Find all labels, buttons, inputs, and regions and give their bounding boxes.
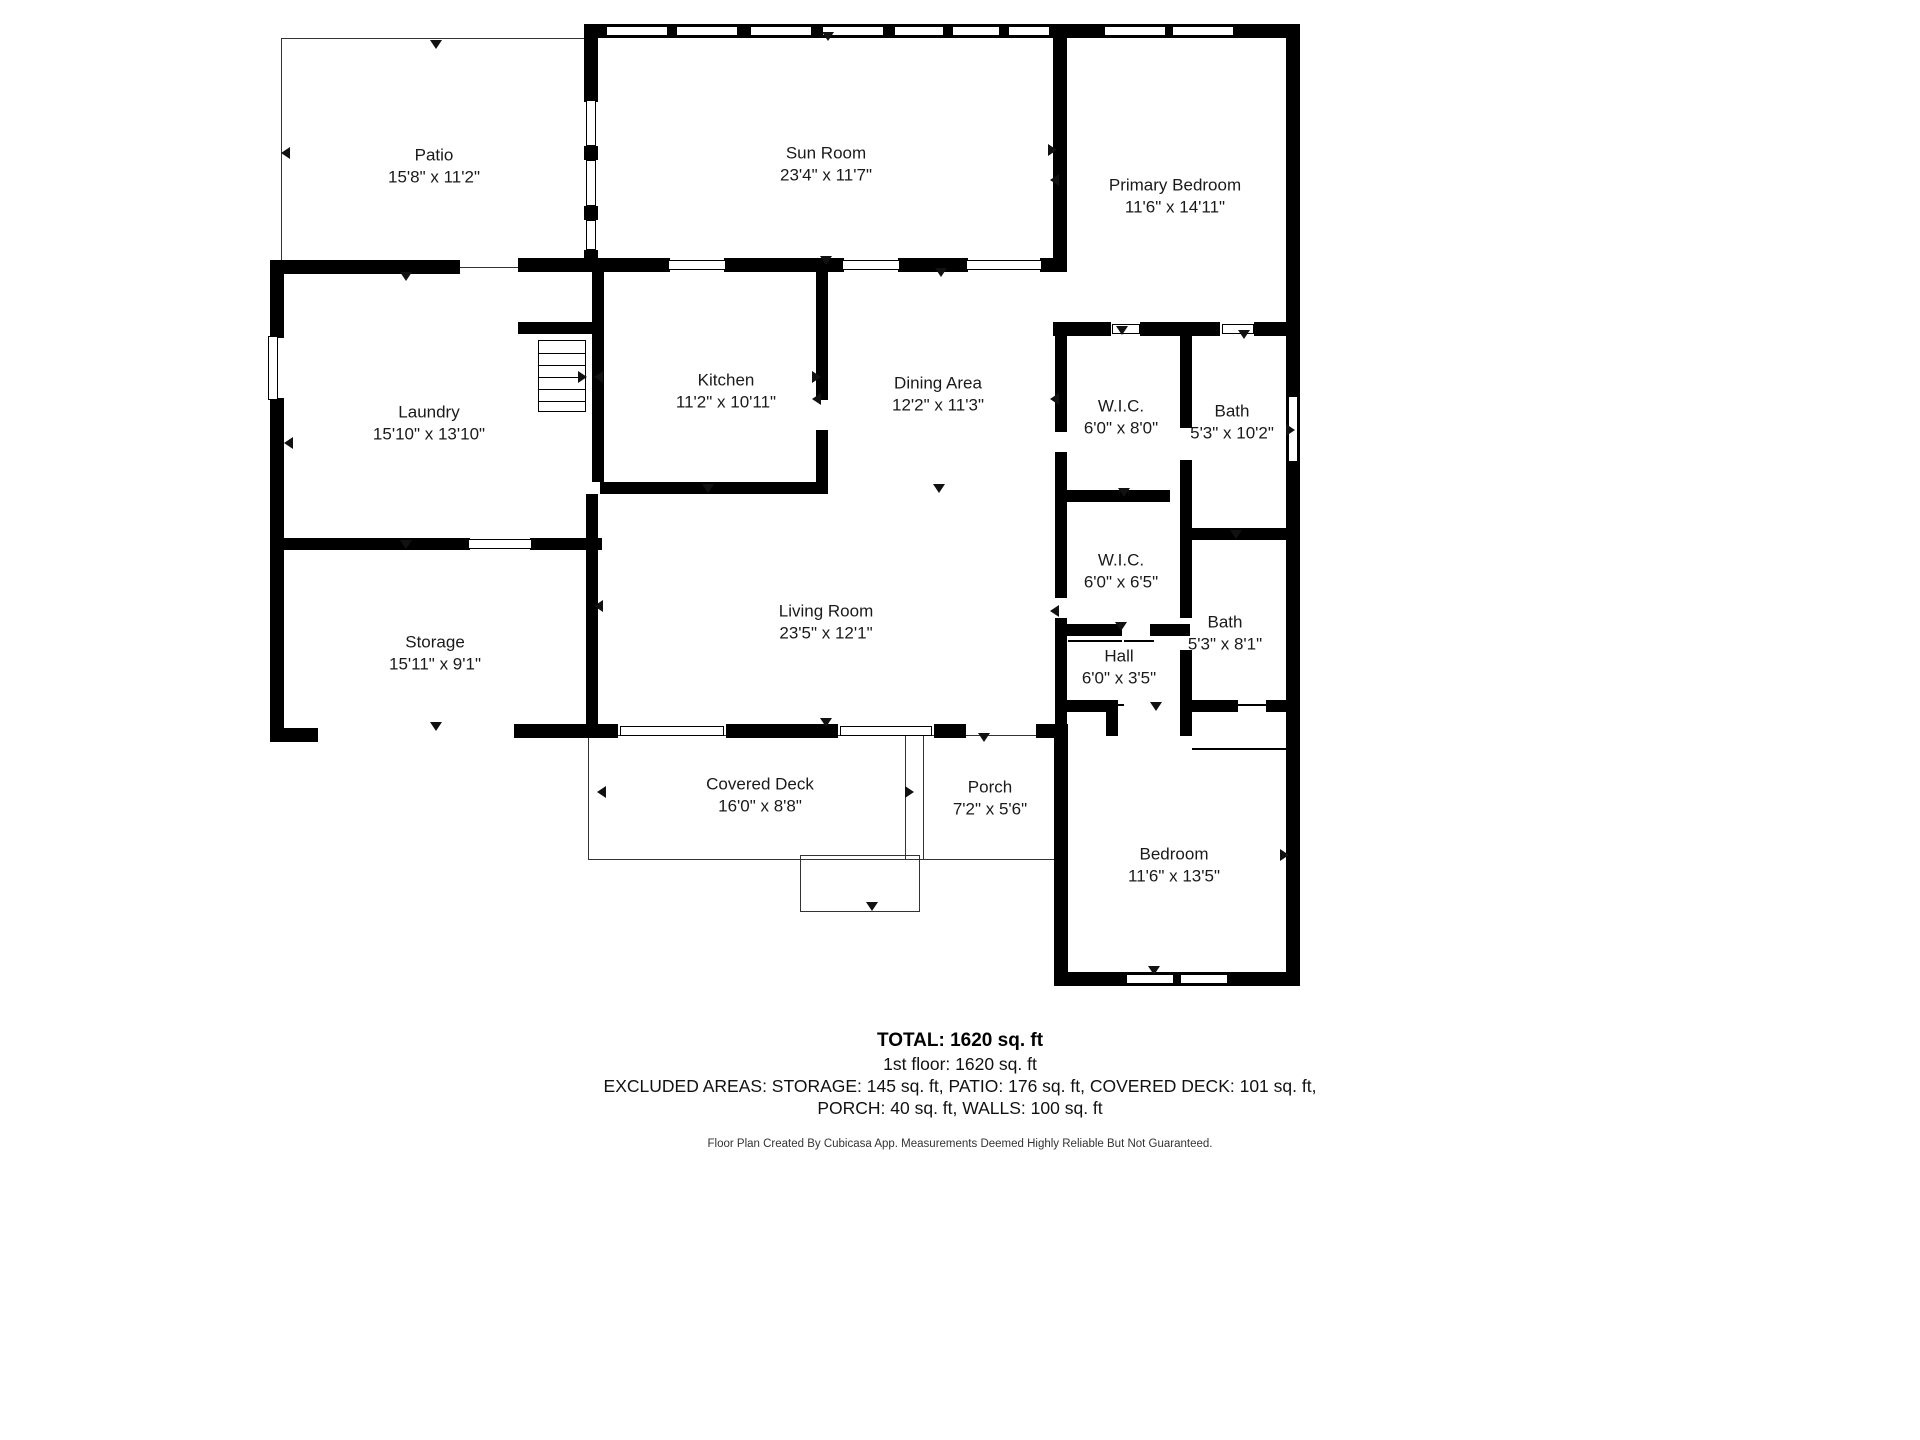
window-north-3 [750,26,812,36]
laundry-west-wall-upper [270,260,284,338]
room-dims: 5'3" x 8'1" [1187,634,1263,653]
laundry-storage-divider-left [270,538,470,550]
door-arrow-deck-east [905,786,914,798]
door-arrow-wic-north [1116,326,1128,335]
room-label-primary-bedroom [1109,174,1241,218]
door-arrow-storage-bottom [430,722,442,731]
door-arrow-bath-east [1286,424,1295,436]
door-arrow-hall-east [1150,702,1162,711]
living-room-south-wall-right [934,724,966,738]
room-label-laundry [373,401,485,445]
room-name: Hall [1104,646,1134,666]
room-name: Covered Deck [706,774,814,794]
primary-bedroom-south-wall-mid [1140,322,1220,336]
window-sunroom-west-1 [586,100,596,146]
kitchen-west-wall-upper [518,258,532,272]
bath2-west-wall-lower [1180,650,1192,736]
door-arrow-kitchen-west [594,371,603,383]
room-dims: 11'6" x 13'5" [1128,866,1220,885]
laundry-north-wall [270,260,460,274]
patio-outline [281,38,593,268]
door-living-deck-2 [840,726,932,736]
window-north-primary-2 [1172,26,1234,36]
wic2-south-wall-right [1150,624,1190,636]
room-label-hall [1082,645,1156,689]
door-arrow-kitchen-east-bottom [812,393,821,405]
room-label-living-room [779,600,874,644]
wic-east-wall-upper [1180,336,1192,428]
window-north-primary-1 [1104,26,1166,36]
living-room-west-wall [586,494,598,734]
sunroom-west-wall-mid2 [584,146,598,160]
window-north-6 [952,26,1000,36]
wic-east-wall-lower [1180,460,1192,530]
door-arrow-kitchen-east-top [812,371,821,383]
door-sunroom-dining [842,260,900,270]
exterior-wall-bedroom-west [1054,724,1068,986]
room-name: W.I.C. [1097,396,1145,416]
door-arrow-wic-mid [1118,488,1130,497]
room-dims: 23'4" x 11'7" [780,165,872,184]
room-name: Bedroom [1139,844,1209,864]
door-arrow-primary-north [1048,144,1057,156]
door-arrow-patio-top [430,40,442,49]
room-dims: 23'5" x 12'1" [779,623,873,642]
room-name: Sun Room [785,143,867,163]
room-dims: 5'3" x 10'2" [1190,423,1274,442]
wic2-south-wall-left [1060,624,1122,636]
door-arrow-dining-south [933,484,945,493]
bath-fixture-line-2 [1192,748,1286,750]
interior-wall-sunroom-south-right [898,258,968,272]
door-arrow-sunroom-kitchen [820,256,832,265]
room-name: Kitchen [697,370,755,390]
primary-bedroom-south-wall-left [1053,322,1111,336]
room-label-bath-1 [1190,400,1274,444]
door-arrow-storage-top [400,540,412,549]
room-name: Patio [414,145,454,165]
plan-credit: Floor Plan Created By Cubicasa App. Measurements Deemed Highly Reliable But Not Guaranteed. [707,1138,1213,1150]
window-sunroom-west-2 [586,160,596,206]
storage-south-wall [270,728,318,742]
room-dims: 15'8" x 11'2" [388,167,480,186]
door-arrow-sunroom-top [822,32,834,41]
room-name: Porch [967,777,1013,797]
room-label-bath-2 [1188,611,1262,655]
door-arrow-living-deck [820,718,832,727]
room-label-wic-1 [1084,395,1158,439]
room-dims: 6'0" x 8'0" [1083,418,1159,437]
door-sunroom-primary [966,260,1042,270]
door-arrow-deck-step [866,902,878,911]
door-arrow-bedroom-south [1148,966,1160,975]
room-dims: 7'2" x 5'6" [952,799,1028,818]
bath2-west-wall [1180,530,1192,618]
first-floor-area: 1st floor: 1620 sq. ft [883,1054,1037,1074]
bath-fixture-line-1 [1192,704,1286,706]
wic-west-wall-upper [1055,336,1067,432]
door-arrow-stairs [578,371,587,383]
door-arrow-wic2-south [1115,622,1127,631]
room-dims: 11'2" x 10'11" [675,392,777,411]
door-arrow-wic-west [1050,393,1059,405]
hall-partition-line [1068,704,1124,706]
laundry-west-window [268,336,278,400]
kitchen-south-wall [600,482,828,494]
hall-opening-line [1068,640,1122,642]
room-label-wic-2 [1084,549,1158,593]
window-north-1 [606,26,668,36]
door-arrow-bath-north [1238,330,1250,339]
door-arrow-laundry-left [284,437,293,449]
sunroom-west-wall-mid3 [584,206,598,220]
door-arrow-patio-left [281,147,290,159]
door-arrow-wic2-west [1050,605,1059,617]
exterior-wall-south-bedroom [1054,972,1300,986]
room-name: Bath [1214,401,1250,421]
bath2-south-wall-right [1266,700,1300,712]
laundry-storage-door [468,539,532,549]
laundry-west-wall-lower [270,398,284,742]
door-sunroom-kitchen [668,260,726,270]
room-dims: 6'0" x 6'5" [1083,572,1159,591]
porch-outline [905,735,1055,860]
room-name: Laundry [398,402,460,422]
exterior-wall-east [1286,24,1300,986]
room-label-sun-room [780,142,872,186]
room-label-kitchen [676,369,776,413]
covered-deck-outline [588,735,924,860]
area-summary [0,1030,1920,1120]
door-arrow-bath2-west [1230,530,1242,539]
window-bedroom-south-1 [1126,974,1174,984]
door-arrow-primary-west [1050,174,1059,186]
room-dims: 15'11" x 9'1" [389,654,481,673]
room-dims: 12'2" x 11'3" [892,395,984,414]
door-arrow-laundry-top [400,272,412,281]
room-name: Dining Area [894,373,982,393]
room-dims: 6'0" x 3'5" [1081,668,1157,687]
wic-divider-wall [1060,490,1170,502]
excluded-areas-line-2: PORCH: 40 sq. ft, WALLS: 100 sq. ft [817,1098,1103,1118]
door-arrow-living-porch [978,733,990,742]
excluded-areas-line-1: EXCLUDED AREAS: STORAGE: 145 sq. ft, PATIO: 176 sq. ft, COVERED DECK: 101 sq. ft, [603,1076,1317,1096]
utility-wall-short [518,322,594,334]
room-name: W.I.C. [1097,550,1145,570]
room-name: Storage [405,632,465,652]
room-dims: 15'10" x 13'10" [372,424,486,443]
room-name: Living Room [778,601,874,621]
window-bedroom-south-2 [1180,974,1228,984]
sunroom-west-wall-upper [584,24,598,94]
window-north-2 [676,26,738,36]
window-north-5 [894,26,944,36]
total-area: TOTAL: 1620 sq. ft [876,1030,1044,1051]
window-north-7 [1008,26,1050,36]
primary-bedroom-south-wall-right [1254,322,1300,336]
living-room-south-wall-left [514,724,618,738]
wic-opening-line [1124,640,1154,642]
interior-wall-sunroom-south-left [518,258,670,272]
room-label-storage [389,631,481,675]
deck-step-outline [800,855,920,912]
door-arrow-deck-west [597,786,606,798]
door-arrow-sunroom-dining [935,268,947,277]
room-dims: 11'6" x 14'11" [1124,197,1226,216]
door-arrow-bedroom-east [1280,849,1289,861]
window-sunroom-west-3 [586,220,596,250]
door-arrow-living-west [594,600,603,612]
door-living-deck-1 [620,726,724,736]
wic2-west-wall [1055,524,1067,598]
bath2-south-wall-left [1186,700,1238,712]
door-arrow-kitchen-south [702,484,714,493]
room-name: Bath [1207,612,1243,632]
room-name: Primary Bedroom [1108,175,1242,195]
wic-west-wall-lower [1055,452,1067,524]
room-label-dining-area [892,372,984,416]
room-dims: 16'0" x 8'8" [718,796,802,815]
room-label-bedroom [1128,843,1220,887]
